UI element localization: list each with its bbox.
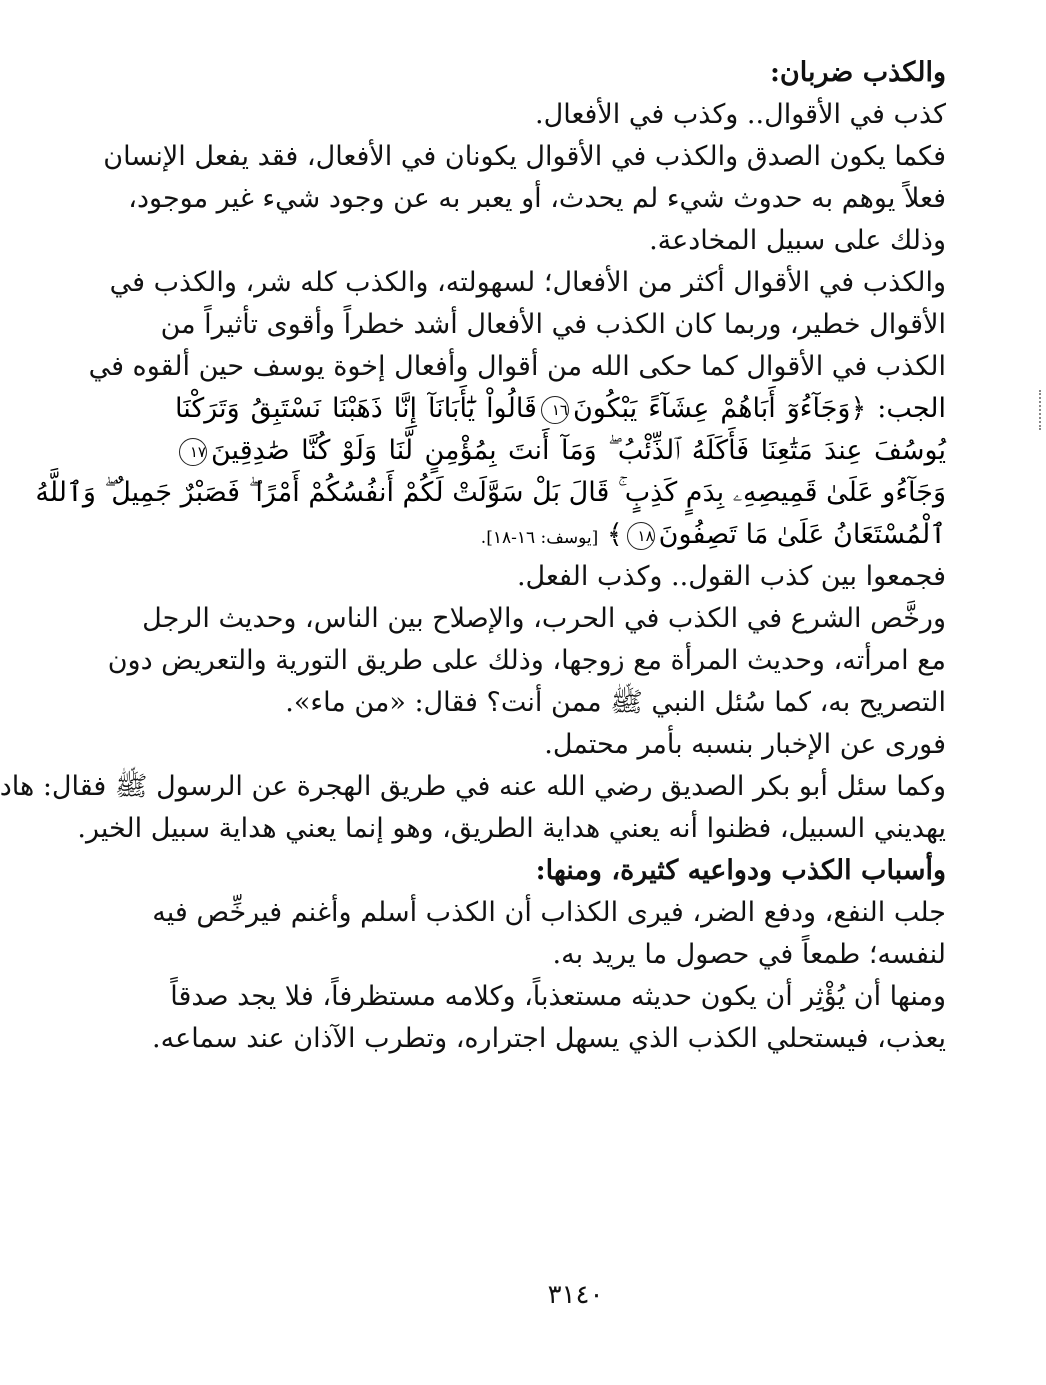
- paragraph-line: الأقوال خطير، وربما كان الكذب في الأفعال أشد خطراً وأقوى تأثيراً من: [160, 309, 946, 340]
- paragraph-line: فورى عن الإخبار بنسبه بأمر محتمل.: [544, 729, 946, 760]
- quran-prefix: الجب: ﴿: [850, 393, 946, 424]
- ayah-number-marker: ١٧: [179, 438, 207, 466]
- verse-reference: [يوسف: ١٦-١٨].: [480, 528, 599, 548]
- paragraph-line: مع امرأته، وحديث المرأة مع زوجها، وذلك على طريق التورية والتعريض دون: [107, 645, 946, 676]
- paragraph-line: لنفسه؛ طمعاً في حصول ما يريد به.: [552, 939, 946, 970]
- margin-dots: [1039, 390, 1043, 430]
- paragraph-line: الكذب في الأقوال كما حكى الله من أقوال وأفعال إخوة يوسف حين ألقوه في: [88, 351, 946, 382]
- paragraph-line: ومنها أن يُؤْثِر أن يكون حديثه مستعذباً، وكلامه مستظرفاً، فلا يجد صدقاً: [170, 981, 946, 1012]
- quran-verse-line: [175, 514, 946, 556]
- paragraph-line: يهديني السبيل، فظنوا أنه يعني هداية الطريق، وهو إنما يعني هداية سبيل الخير.: [77, 813, 946, 844]
- paragraph-line: فعلاً يوهم به حدوث شيء لم يحدث، أو يعبر به عن وجود شيء غير موجود،: [128, 183, 946, 214]
- paragraph-line: وكما سئل أبو بكر الصديق رضي الله عنه في طريق الهجرة عن الرسول ﷺ فقال: هاد: [0, 771, 946, 802]
- paragraph-line: وذلك على سبيل المخادعة.: [649, 225, 946, 256]
- paragraph-line: يعذب، فيستحلي الكذب الذي يسهل اجتراره، وتطرب الآذان عند سماعه.: [152, 1023, 946, 1054]
- quran-text: وَجَآءُو عَلَىٰ قَمِيصِهِۦ بِدَمٍ كَذِبٍ ۚ قَالَ بَلْ سَوَّلَتْ لَكُمْ أَنفُسُكُمْ أَمْرًا ۖ فَصَبْرٌ جَمِيلٌ ۖ وَٱللَّهُ: [35, 477, 946, 508]
- quran-text: ٱلْمُسْتَعَانُ عَلَىٰ مَا تَصِفُونَ: [658, 519, 946, 550]
- paragraph-line: فكما يكون الصدق والكذب في الأقوال يكونان في الأفعال، فقد يفعل الإنسان: [103, 141, 946, 172]
- page-number: ٣١٤٠: [547, 1280, 604, 1310]
- paragraph-line: فجمعوا بين كذب القول.. وكذب الفعل.: [516, 561, 946, 592]
- section-heading-types-of-lying: والكذب ضربان:: [769, 57, 946, 88]
- quran-verse-line: [35, 472, 946, 514]
- quran-verse-line: [175, 388, 946, 430]
- paragraph-line: والكذب في الأقوال أكثر من الأفعال؛ لسهولته، والكذب كله شر، والكذب في: [109, 267, 946, 298]
- ayah-number-marker: ١٨: [627, 522, 655, 550]
- page-body: [0, 52, 946, 1060]
- quran-text: وَجَآءُوٓ أَبَاهُمْ عِشَآءً يَبْكُونَ: [572, 393, 851, 424]
- ayah-number-marker: ١٦: [541, 396, 569, 424]
- quran-text: يُوسُفَ عِندَ مَتَٰعِنَا فَأَكَلَهُ ٱلذِّئْبُ ۖ وَمَآ أَنتَ بِمُؤْمِنٍ لَّنَا وَلَوْ كُنَّا صَٰدِقِينَ: [211, 435, 946, 466]
- quran-close-bracket: ﴾: [606, 519, 623, 550]
- paragraph-line: جلب النفع، ودفع الضر، فيرى الكذاب أن الكذب أسلم وأغنم فيرخِّص فيه: [152, 897, 946, 928]
- quran-text: قَالُواْ يَٰٓأَبَانَآ إِنَّا ذَهَبْنَا نَسْتَبِقُ وَتَرَكْنَا: [175, 393, 537, 424]
- section-heading-causes-of-lying: وأسباب الكذب ودواعيه كثيرة، ومنها:: [535, 855, 946, 886]
- paragraph-line: التصريح به، كما سُئل النبي ﷺ ممن أنت؟ فقال: «من ماء».: [285, 687, 946, 718]
- quran-verse-line: [175, 430, 946, 472]
- paragraph-line: ورخَّص الشرع في الكذب في الحرب، والإصلاح بين الناس، وحديث الرجل: [142, 603, 946, 634]
- paragraph-line: كذب في الأقوال.. وكذب في الأفعال.: [535, 99, 946, 130]
